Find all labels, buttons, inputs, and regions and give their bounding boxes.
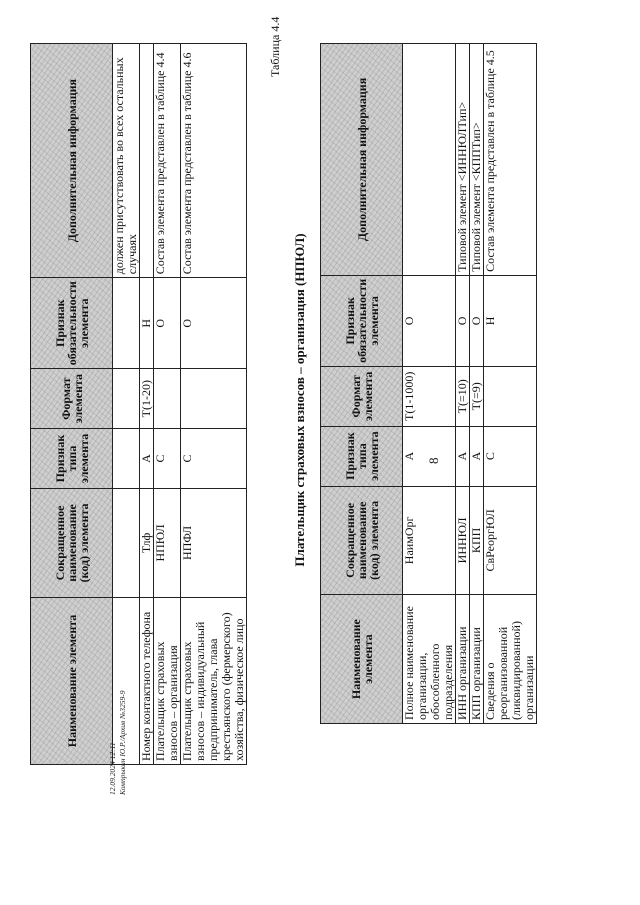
table-cell: КПП организации	[470, 595, 484, 724]
table-row	[140, 44, 154, 765]
table-cell: С	[154, 429, 181, 489]
table-row	[470, 44, 484, 724]
table-cell: НаимОрг	[403, 486, 456, 595]
table-row	[181, 44, 247, 765]
table-cell: КПП	[470, 486, 484, 595]
table-header-row	[31, 44, 113, 765]
header-cell: Признак типа элемента	[31, 429, 113, 489]
table-caption: Таблица 4.4	[268, 16, 282, 77]
table-cell: Тлф	[140, 488, 154, 597]
header-cell: Признак обязательности элемента	[321, 275, 403, 366]
table-cell	[403, 44, 456, 276]
table-cell: С	[484, 426, 537, 486]
table-cell: Состав элемента представлен в таблице 4.4	[154, 44, 181, 278]
table-cell: НПФЛ	[181, 488, 247, 597]
header-cell: Дополнительная информация	[31, 44, 113, 278]
table-cell: Типовой элемент <КППТип>	[470, 44, 484, 276]
table-cell: А	[403, 426, 456, 486]
table-cell: О	[456, 275, 470, 366]
table-cell: Типовой элемент <ИННЮЛТип>	[456, 44, 470, 276]
footer-author: Компрыкин Ю.Р./Архив №3259-9	[118, 690, 127, 795]
header-cell: Сокращенное наименование (код) элемента	[321, 486, 403, 595]
table-row	[403, 44, 456, 724]
table-cell: С	[181, 429, 247, 489]
table-cell: А	[456, 426, 470, 486]
table-cell: О	[470, 275, 484, 366]
table-cell: Плательщик страховых взносов – организация	[154, 597, 181, 764]
table-row	[456, 44, 470, 724]
table-cell: Плательщик страховых взносов – индивидуальный предприниматель, глава крестьянского (фермерского) хозяйства, физическое лицо	[181, 597, 247, 764]
header-cell: Сокращенное наименование (код) элемента	[31, 488, 113, 597]
page-number: 8	[426, 457, 441, 464]
header-cell: Дополнительная информация	[321, 44, 403, 276]
table-cell: Н	[140, 278, 154, 369]
table-cell: НПЮЛ	[154, 488, 181, 597]
table-cell: СвРеоргЮЛ	[484, 486, 537, 595]
table-continuation	[30, 43, 247, 765]
table-cell: Сведения о реорганизованной (ликвидированной) организации	[484, 595, 537, 724]
table-cell: Состав элемента представлен в таблице 4.5	[484, 44, 537, 276]
table-cell	[154, 369, 181, 429]
table-title: Плательщик страховых взносов – организация (НПЮЛ)	[292, 233, 307, 567]
table-header-row	[321, 44, 403, 724]
table-cell: T(1-1000)	[403, 366, 456, 426]
table-cell: ИННЮЛ	[456, 486, 470, 595]
table-npul	[320, 43, 537, 724]
header-cell: Формат элемента	[321, 366, 403, 426]
document-footer	[108, 691, 128, 796]
table-row	[154, 44, 181, 765]
table-cell: Т(1-20)	[140, 369, 154, 429]
table-cell: А	[470, 426, 484, 486]
table-cell	[140, 44, 154, 278]
header-cell: Наименование элемента	[321, 595, 403, 724]
table-cell: О	[154, 278, 181, 369]
table-cell: О	[403, 275, 456, 366]
footer-date: 12.09.2024 12:11	[108, 742, 117, 795]
table-cell: Н	[484, 275, 537, 366]
table-cell: T(=10)	[456, 366, 470, 426]
header-cell: Признак обязательности элемента	[31, 278, 113, 369]
header-cell: Наименование элемента	[31, 597, 113, 764]
table-row	[113, 44, 140, 765]
table-cell: Номер контактного телефона	[140, 597, 154, 764]
table-cell	[181, 369, 247, 429]
table-cell: О	[181, 278, 247, 369]
table-row	[484, 44, 537, 724]
header-cell: Признак типа элемента	[321, 426, 403, 486]
table-cell: ИНН организации	[456, 595, 470, 724]
table-cell: должен присутствовать во всех остальных случаях	[113, 44, 140, 278]
table-cell: T(=9)	[470, 366, 484, 426]
header-cell: Формат элемента	[31, 369, 113, 429]
table-cell	[484, 366, 537, 426]
table-cell: А	[140, 429, 154, 489]
table-cell: Полное наименование организации, обособленного подразделения	[403, 595, 456, 724]
table-cell: Состав элемента представлен в таблице 4.6	[181, 44, 247, 278]
